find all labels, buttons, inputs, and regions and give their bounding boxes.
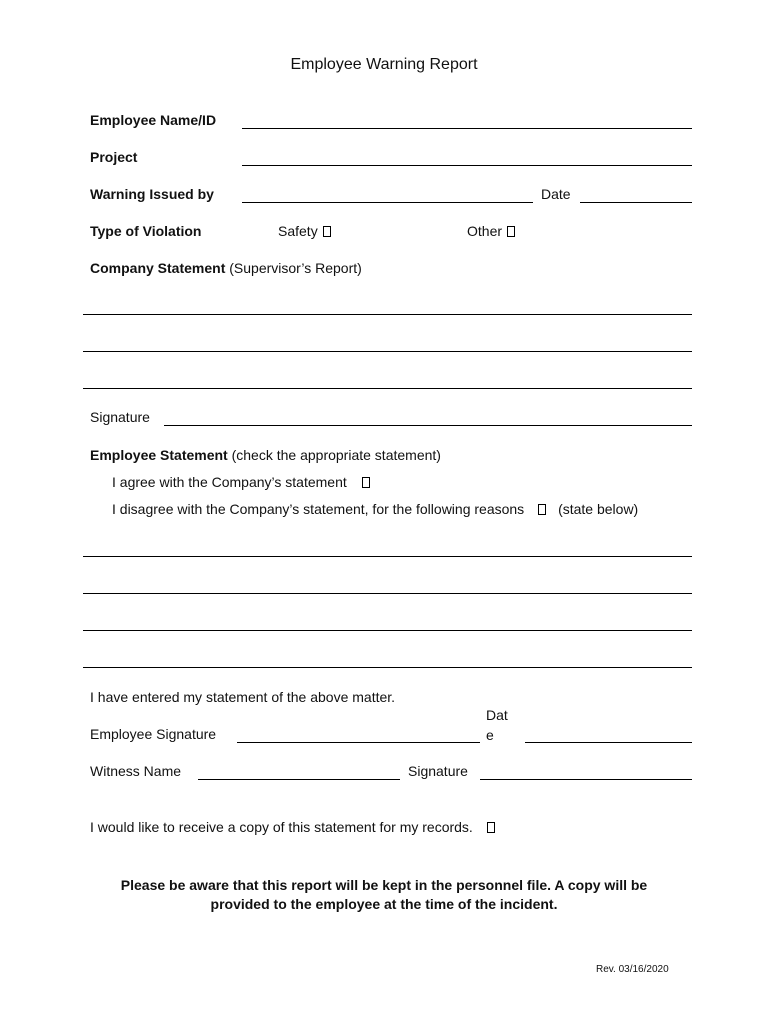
company-statement-line-2[interactable] [83,351,692,352]
agree-option [112,474,370,490]
warning-issued-by-line[interactable] [242,202,533,203]
employee-statement-sub: (check the appropriate statement) [231,447,441,463]
employee-statement-line-4[interactable] [83,667,692,668]
project-label: Project [90,149,138,165]
entered-statement-text: I have entered my statement of the above matter. [90,689,396,705]
company-statement-sub: (Supervisor’s Report) [229,260,362,276]
employee-name-label: Employee Name/ID [90,112,217,128]
employee-date-line[interactable] [525,742,692,743]
other-option [467,223,515,239]
revision-label: Rev. 03/16/2020 [596,964,669,975]
date-label: Date [541,186,571,202]
employee-statement-line-1[interactable] [83,556,692,557]
employee-statement-title: Employee Statement [90,447,228,463]
employee-name-line[interactable] [242,128,692,129]
supervisor-signature-line[interactable] [164,425,692,426]
type-of-violation-label: Type of Violation [90,223,202,239]
notice-text: Please be aware that this report will be kept in the personnel file. A copy will be provided to the employee at the time of the incident. [120,877,648,912]
employee-signature-line[interactable] [237,742,480,743]
other-checkbox[interactable] [507,226,515,237]
agree-checkbox[interactable] [362,477,370,488]
employee-date-label-part1: Dat [486,707,508,723]
employee-signature-label: Employee Signature [90,726,217,742]
safety-checkbox[interactable] [323,226,331,237]
employee-statement-line-2[interactable] [83,593,692,594]
supervisor-signature-label: Signature [90,409,150,425]
company-statement-title: Company Statement [90,260,226,276]
employee-date-label-part2: e [486,727,494,743]
witness-name-label: Witness Name [90,763,182,779]
agree-label: I agree with the Company’s statement [112,474,347,490]
safety-option [278,223,331,239]
page-title: Employee Warning Report [290,56,478,73]
company-statement-heading [90,260,362,276]
disagree-label: I disagree with the Company’s statement, for the following reasons [112,501,525,517]
witness-signature-line[interactable] [480,779,692,780]
project-line[interactable] [242,165,692,166]
disagree-checkbox[interactable] [538,504,546,515]
company-statement-line-1[interactable] [83,314,692,315]
disagree-option [112,501,638,517]
copy-request-option [90,819,495,835]
copy-request-checkbox[interactable] [487,822,495,833]
copy-request-label: I would like to receive a copy of this statement for my records. [90,819,473,835]
witness-signature-label: Signature [408,763,468,779]
other-label: Other [467,223,503,239]
warning-issued-by-label: Warning Issued by [90,186,214,202]
date-line[interactable] [580,202,692,203]
employee-statement-line-3[interactable] [83,630,692,631]
company-statement-line-3[interactable] [83,388,692,389]
safety-label: Safety [278,223,318,239]
state-below-label: (state below) [558,501,639,517]
witness-name-line[interactable] [198,779,400,780]
employee-statement-heading [90,447,441,463]
